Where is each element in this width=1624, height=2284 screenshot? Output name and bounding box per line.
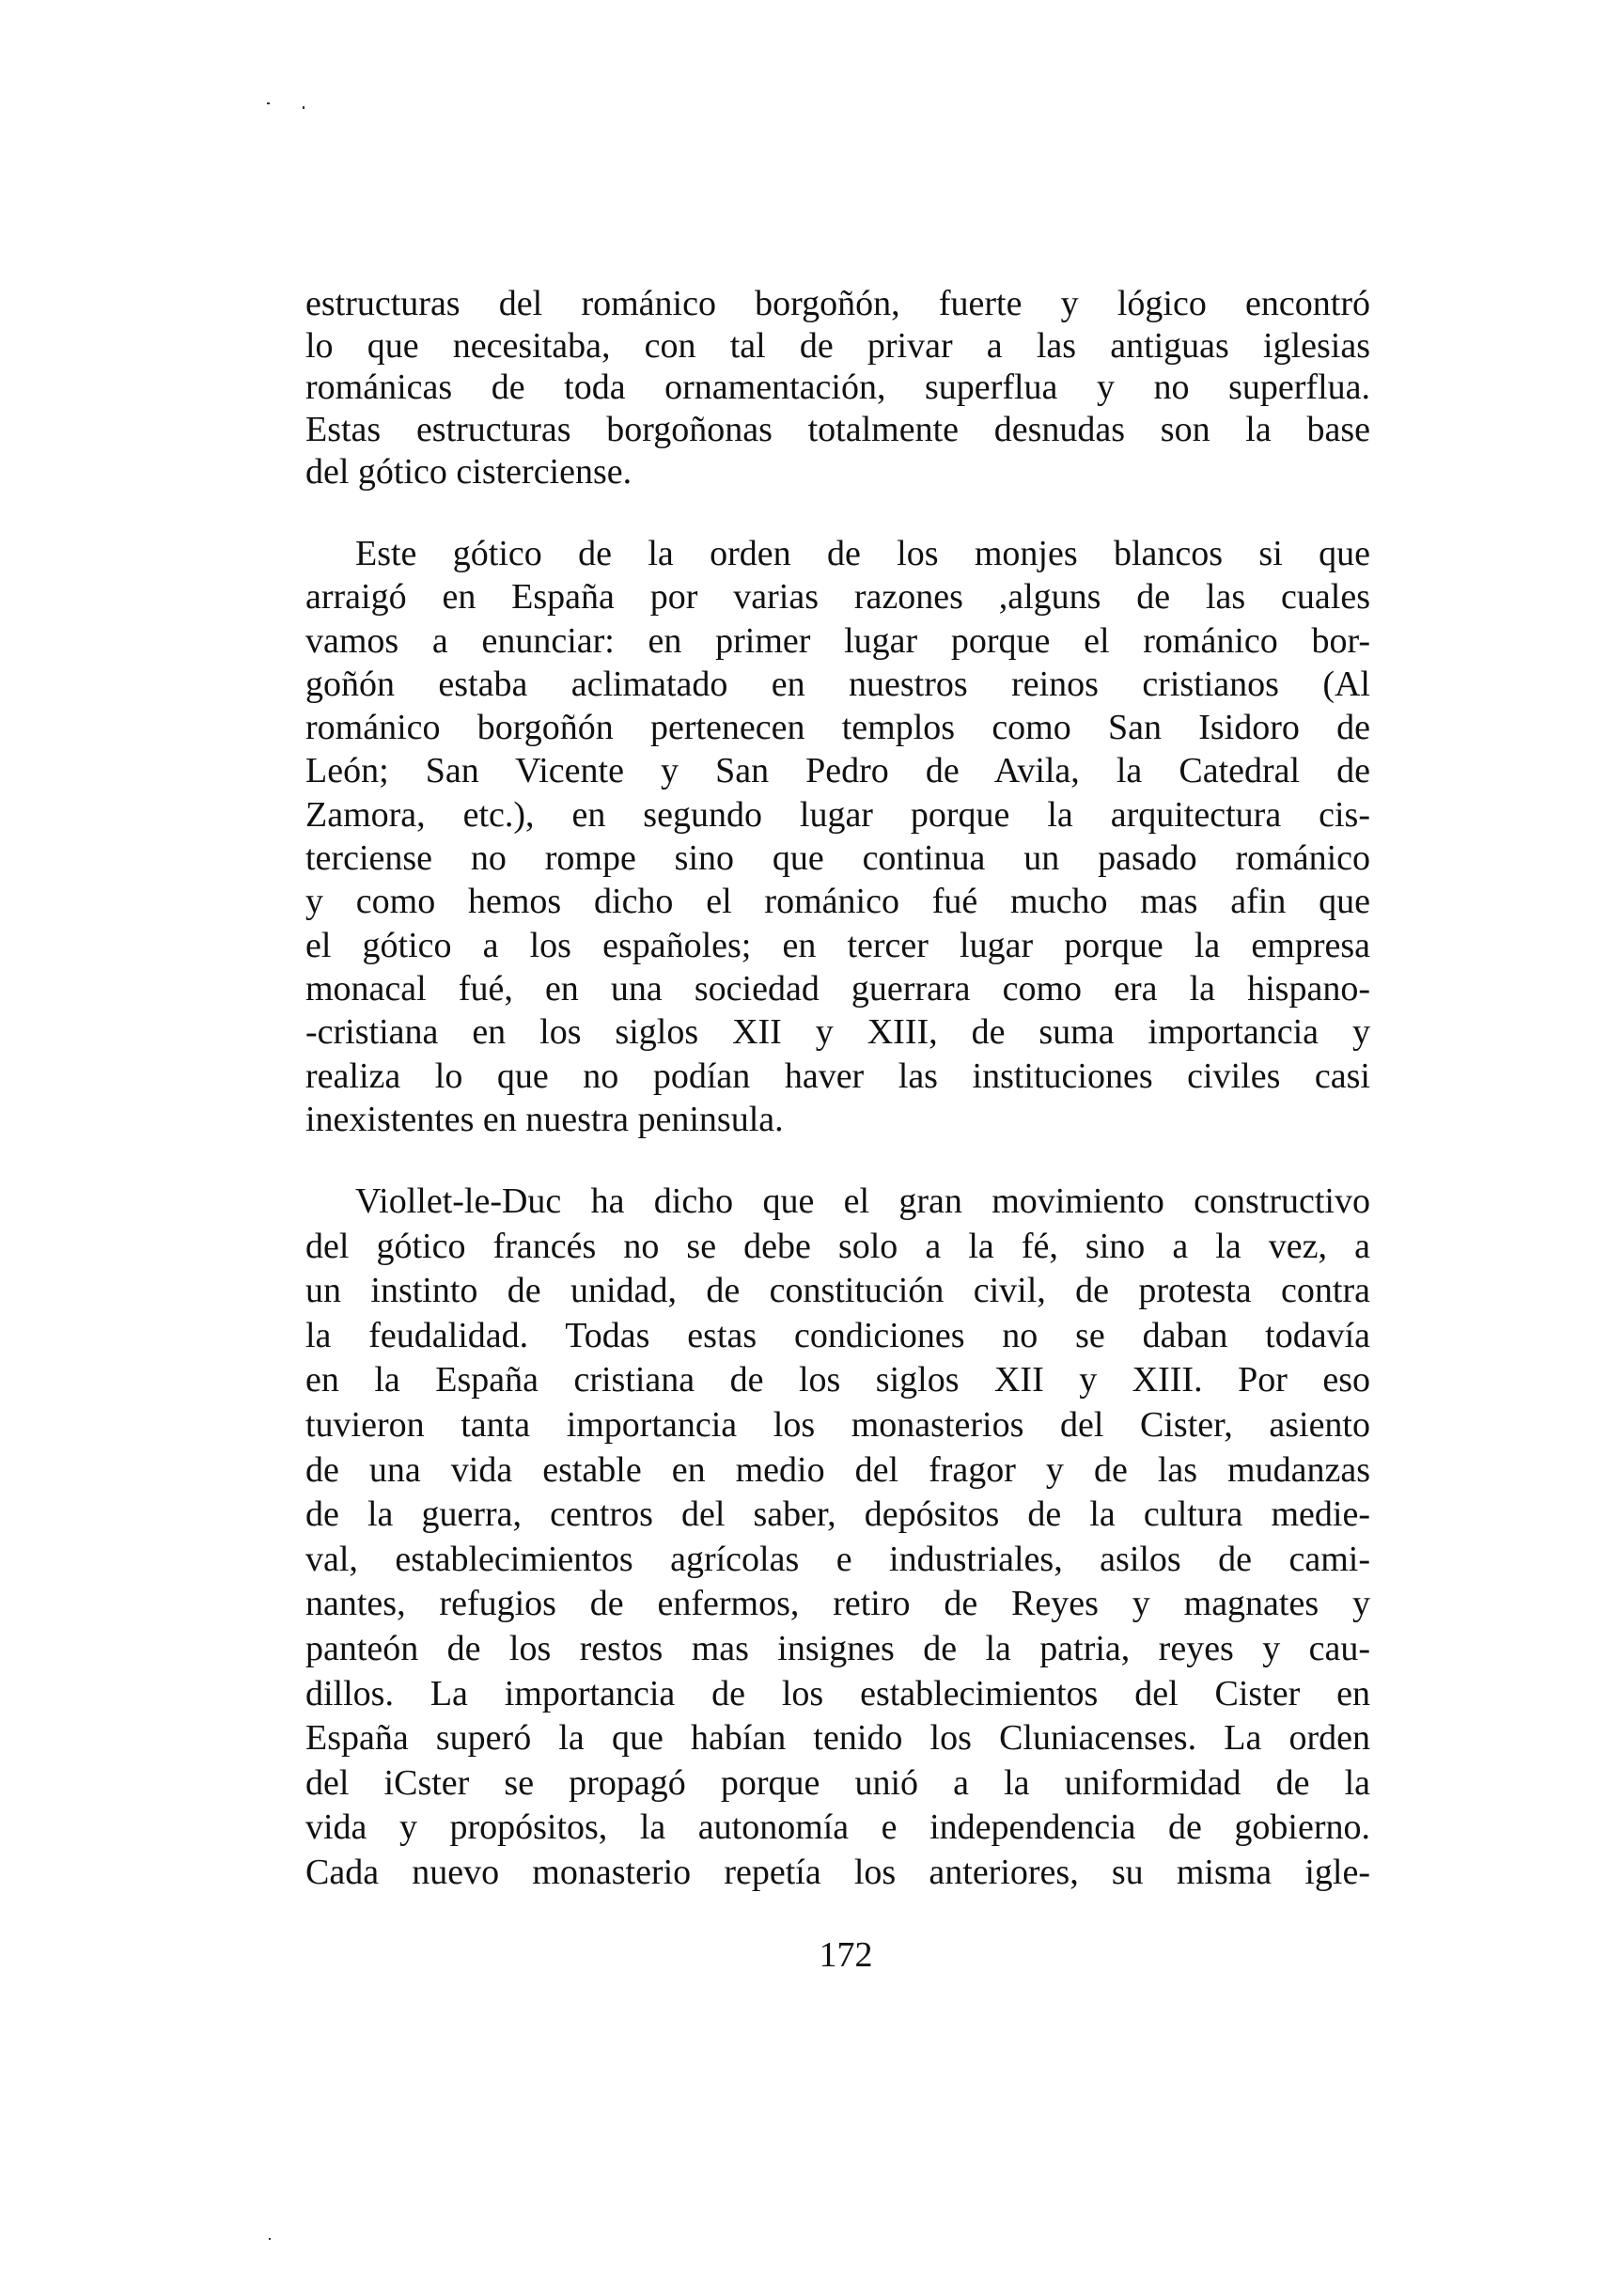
text-line: León; San Vicente y San Pedro de Avila, la Catedral de [305,751,1370,791]
text-line: Estas estructuras borgoñonas totalmente desnudas son la base [305,410,1370,450]
scan-speck [269,2238,271,2240]
text-line: de una vida estable en medio del fragor y de las mudanzas [305,1449,1370,1490]
text-line: terciense no rompe sino que continua un pasado románico [305,838,1370,879]
text-line: tuvieron tanta importancia los monasterios del Cister, asiento [305,1404,1370,1445]
text-line: del gótico cisterciense. [305,451,632,492]
text-line: -cristiana en los siglos XII y XIII, de suma importancia y [305,1012,1370,1053]
text-line: Zamora, etc.), en segundo lugar porque la arquitectura cis- [305,794,1370,835]
text-line: de la guerra, centros del saber, depósitos de la cultura medie- [305,1494,1370,1535]
text-line: un instinto de unidad, de constitución civil, de protesta contra [305,1271,1370,1311]
text-line: románicas de toda ornamentación, superflua y no superflua. [305,368,1370,408]
text-line: Viollet-le-Duc ha dicho que el gran movimiento constructivo [355,1181,1370,1221]
text-line: España superó la que habían tenido los Cluniacenses. La orden [305,1718,1370,1759]
page-number: 172 [819,1935,873,1975]
scan-speck [303,106,304,109]
text-line: goñón estaba aclimatado en nuestros reinos cristianos (Al [305,664,1370,704]
text-line: val, establecimientos agrícolas e industriales, asilos de cami- [305,1539,1370,1579]
text-line: dillos. La importancia de los establecimientos del Cister en [305,1673,1370,1713]
text-line: lo que necesitaba, con tal de privar a las antiguas iglesias [305,325,1370,366]
text-line: en la España cristiana de los siglos XII y XIII. Por eso [305,1360,1370,1400]
scan-speck [267,102,270,104]
text-line: vida y propósitos, la autonomía e independencia de gobierno. [305,1807,1370,1848]
paragraph-2 [305,532,1370,1141]
text-line: monacal fué, en una sociedad guerrara como era la hispano- [305,968,1370,1009]
text-line: arraigó en España por varias razones ,alguns de las cuales [305,577,1370,618]
text-line: Este gótico de la orden de los monjes blancos si que [355,534,1370,573]
text-line: románico borgoñón pertenecen templos como San Isidoro de [305,708,1370,748]
text-line: inexistentes en nuestra peninsula. [305,1099,784,1139]
text-line: el gótico a los españoles; en tercer lugar porque la empresa [305,925,1370,965]
text-line: nantes, refugios de enfermos, retiro de Reyes y magnates y [305,1584,1370,1624]
text-line: y como hemos dicho el románico fué mucho mas afin que [305,882,1370,922]
paragraph-1 [305,283,1370,493]
text-line: la feudalidad. Todas estas condiciones no se daban todavía [305,1315,1370,1355]
text-line: del gótico francés no se debe solo a la fé, sino a la vez, a [305,1226,1370,1266]
text-line: panteón de los restos mas insignes de la patria, reyes y cau- [305,1628,1370,1668]
text-line: Cada nuevo monasterio repetía los anteriores, su misma igle- [305,1852,1370,1892]
paragraph-3 [305,1180,1370,1896]
text-line: realiza lo que no podían haver las instituciones civiles casi [305,1056,1370,1096]
text-line: vamos a enunciar: en primer lugar porque el románico bor- [305,620,1370,661]
text-line: estructuras del románico borgoñón, fuerte y lógico encontró [305,284,1370,323]
text-line: del iCster se propagó porque unió a la uniformidad de la [305,1762,1370,1803]
